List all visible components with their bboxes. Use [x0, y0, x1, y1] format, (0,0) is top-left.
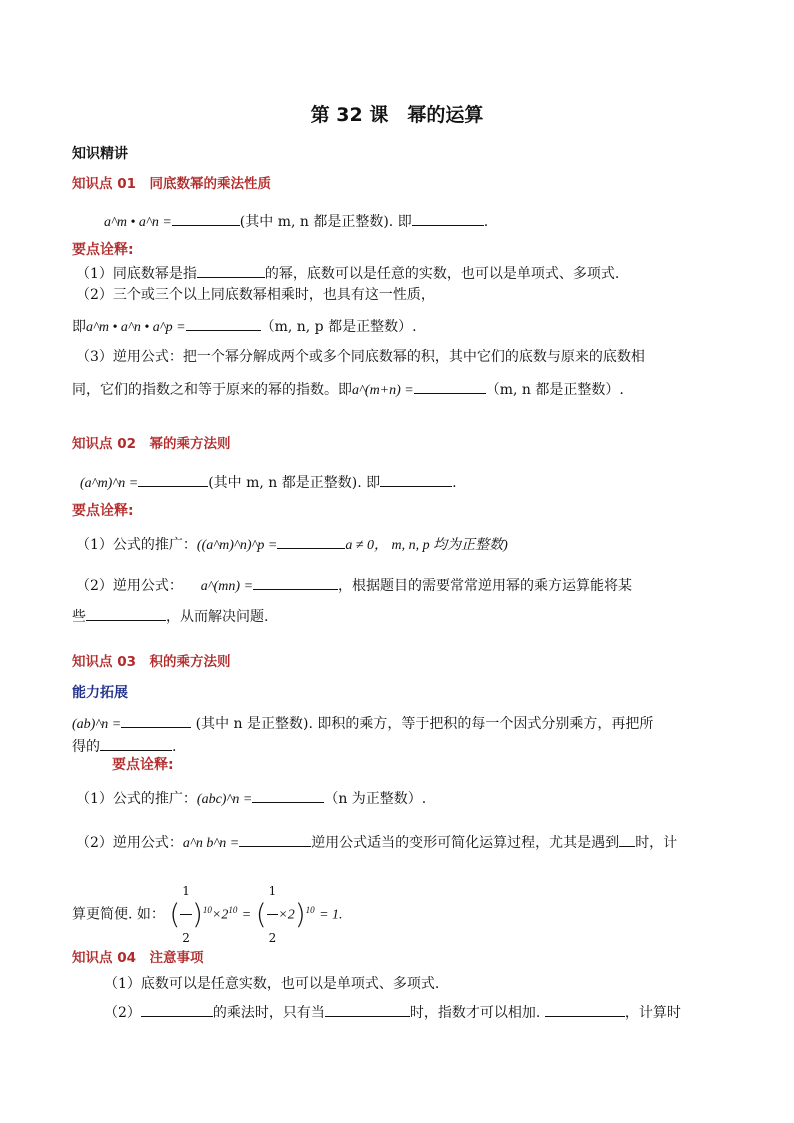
kp4-p1: （1）底数可以是任意实数，也可以是单项式、多项式. — [104, 976, 440, 992]
blank[interactable] — [172, 212, 240, 226]
kp3-p2: （2）逆用公式：a^n b^n = 逆用公式适当的变形可简化运算过程，尤其是遇到 时，计 — [76, 835, 678, 851]
kp2-p1: （1）公式的推广：((a^m)^n)^p = a ≠ 0， m, n, p 均为正整数) — [76, 537, 508, 553]
blank[interactable] — [412, 212, 484, 226]
kp2-p2a: （2）逆用公式： a^(mn) = ，根据题目的需要常常逆用幂的乘方运算能将某 — [76, 578, 633, 594]
kp1-formula: a^m • a^n = — [104, 215, 172, 230]
page-title: 第 32 课 幂的运算 — [310, 104, 484, 126]
blank[interactable] — [239, 833, 311, 847]
blank[interactable] — [414, 380, 486, 394]
kp1-p2: （2）三个或三个以上同底数幂相乘时，也具有这一性质， — [76, 287, 435, 303]
kp1-p1: （1）同底数幂是指 的幂，底数可以是任意的实数，也可以是单项式、多项式. — [76, 266, 620, 282]
blank[interactable] — [545, 1003, 625, 1017]
kp3-line2: 得的 . — [72, 739, 177, 755]
kp2-p2b: 些 ，从而解决问题. — [72, 609, 269, 625]
fraction: $\frac{1}{2}$ — [180, 868, 192, 961]
blank[interactable] — [141, 1003, 213, 1017]
kp4-heading: 知识点 04 注意事项 — [72, 950, 204, 966]
blank[interactable] — [138, 473, 208, 487]
kp1-p2b: 即a^m • a^n • a^p = （m, n, p 都是正整数）. — [72, 319, 417, 335]
kp3-extension: 能力拓展 — [72, 685, 128, 701]
kp2-note-title: 要点诠释: — [72, 503, 134, 519]
blank[interactable] — [325, 1003, 410, 1017]
fraction: $\frac{1}{2}$ — [267, 868, 279, 961]
kp3-heading: 知识点 03 积的乘方法则 — [72, 654, 231, 670]
kp1-heading: 知识点 01 同底数幂的乘法性质 — [72, 176, 271, 192]
blank[interactable] — [277, 535, 345, 549]
kp3-formula-line: (ab)^n = (其中 n 是正整数). 即积的乘方，等于把积的每一个因式分别乘方，再把所 — [72, 716, 654, 732]
kp1-note-title: 要点诠释: — [72, 242, 134, 258]
kp1-formula-tail: (其中 m, n 都是正整数). 即 — [239, 214, 412, 230]
blank[interactable] — [121, 714, 191, 728]
section-intro: 知识精讲 — [72, 146, 128, 162]
blank[interactable] — [86, 607, 166, 621]
kp4-p2: （2） 的乘法时，只有当 时，指数才可以相加. ，计算时 — [104, 1005, 681, 1021]
blank[interactable] — [186, 317, 261, 331]
kp2-heading: 知识点 02 幂的乘方法则 — [72, 436, 231, 452]
kp2-formula-line: (a^m)^n = (其中 m, n 都是正整数). 即 . — [80, 475, 457, 491]
blank[interactable] — [253, 576, 338, 590]
kp1-formula-line: a^m • a^n = (其中 m, n 都是正整数). 即 . — [104, 214, 489, 230]
kp3-note-title: 要点诠释: — [112, 757, 174, 773]
blank[interactable] — [252, 789, 324, 803]
blank[interactable] — [100, 737, 172, 751]
blank[interactable] — [619, 833, 635, 847]
kp3-p1: （1）公式的推广：(abc)^n = （n 为正整数）. — [76, 791, 427, 807]
kp1-p3a: （3）逆用公式：把一个幂分解成两个或多个同底数幂的积，其中它们的底数与原来的底数相 — [76, 349, 645, 365]
kp1-p3b: 同，它们的指数之和等于原来的幂的指数。即a^(m+n) = （m, n 都是正整数）. — [72, 382, 624, 398]
kp3-p3: 算更简便. 如： ( $\frac{1}{2}$ )$^{10}\times 2^{10}$ = ( $\frac{1}{2}$ ×2)$^{10}$ = 1. — [72, 868, 343, 961]
blank[interactable] — [197, 264, 265, 278]
blank[interactable] — [380, 473, 452, 487]
